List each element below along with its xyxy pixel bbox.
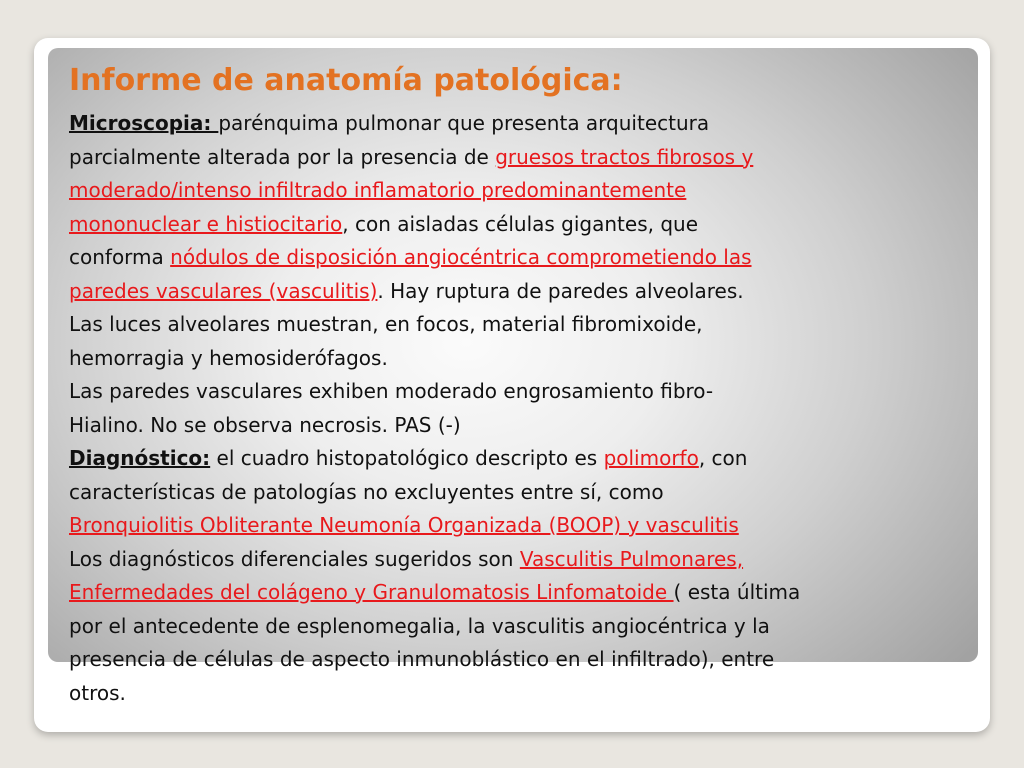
report-line — [69, 275, 969, 309]
report-line — [69, 241, 969, 275]
section-label: Diagnóstico: — [69, 446, 211, 470]
report-line — [69, 107, 969, 141]
highlighted-finding: Enfermedades del colágeno y Granulomatosis Linfomatoide — [69, 580, 674, 604]
body-text: conforma — [69, 245, 171, 269]
report-line — [69, 174, 969, 208]
body-text: , con — [698, 446, 748, 470]
report-body — [69, 107, 969, 710]
report-line — [69, 409, 969, 443]
section-label: Microscopia: — [69, 111, 219, 135]
highlighted-finding: Vasculitis Pulmonares, — [519, 546, 744, 571]
report-line — [69, 208, 969, 242]
body-text: Las paredes vasculares exhiben moderado engrosamiento fibro- — [69, 379, 714, 403]
highlighted-finding: moderado/intenso infiltrado inflamatorio predominantemente — [69, 178, 687, 202]
report-line — [69, 342, 969, 376]
body-text: parénquima pulmonar que presenta arquitectura — [218, 111, 710, 135]
body-text: , con aisladas células gigantes, que — [342, 211, 699, 236]
highlighted-finding: Bronquiolitis Obliterante Neumonía Organizada (BOOP) y vasculitis — [69, 513, 739, 537]
report-text-block — [69, 60, 969, 710]
body-text: presencia de células de aspecto inmunoblástico en el infiltrado), entre — [69, 647, 775, 671]
report-line — [69, 576, 969, 610]
body-text: características de patologías no excluyentes entre sí, como — [69, 479, 664, 504]
slide-title: Informe de anatomía patológica: — [69, 63, 623, 98]
body-text: parcialmente alterada por la presencia de — [69, 144, 496, 169]
body-text: ( esta última — [673, 580, 801, 604]
body-text: Las luces alveolares muestran, en focos, material fibromixoide, — [69, 312, 703, 336]
highlighted-finding: nódulos de disposición angiocéntrica comprometiendo las — [170, 245, 752, 269]
highlighted-finding: polimorfo — [603, 446, 699, 470]
body-text: Los diagnósticos diferenciales sugeridos son — [69, 546, 520, 571]
highlighted-finding: gruesos tractos fibrosos y — [495, 144, 754, 169]
report-line — [69, 677, 969, 711]
report-line — [69, 375, 969, 409]
highlighted-finding: paredes vasculares (vasculitis) — [69, 278, 378, 303]
body-text: Hialino. No se observa necrosis. PAS (-) — [69, 412, 461, 437]
report-line — [69, 509, 969, 543]
body-text: el cuadro histopatológico descripto es — [210, 446, 604, 470]
report-line — [69, 543, 969, 577]
body-text: por el antecedente de esplenomegalia, la vasculitis angiocéntrica y la — [69, 613, 770, 638]
report-line — [69, 643, 969, 677]
report-line — [69, 141, 969, 175]
report-line — [69, 308, 969, 342]
report-line — [69, 476, 969, 510]
report-line — [69, 610, 969, 644]
body-text: hemorragia y hemosiderófagos. — [69, 345, 388, 370]
highlighted-finding: mononuclear e histiocitario — [69, 211, 343, 236]
body-text: . Hay ruptura de paredes alveolares. — [377, 278, 744, 303]
report-line — [69, 442, 969, 476]
body-text: otros. — [69, 680, 126, 705]
